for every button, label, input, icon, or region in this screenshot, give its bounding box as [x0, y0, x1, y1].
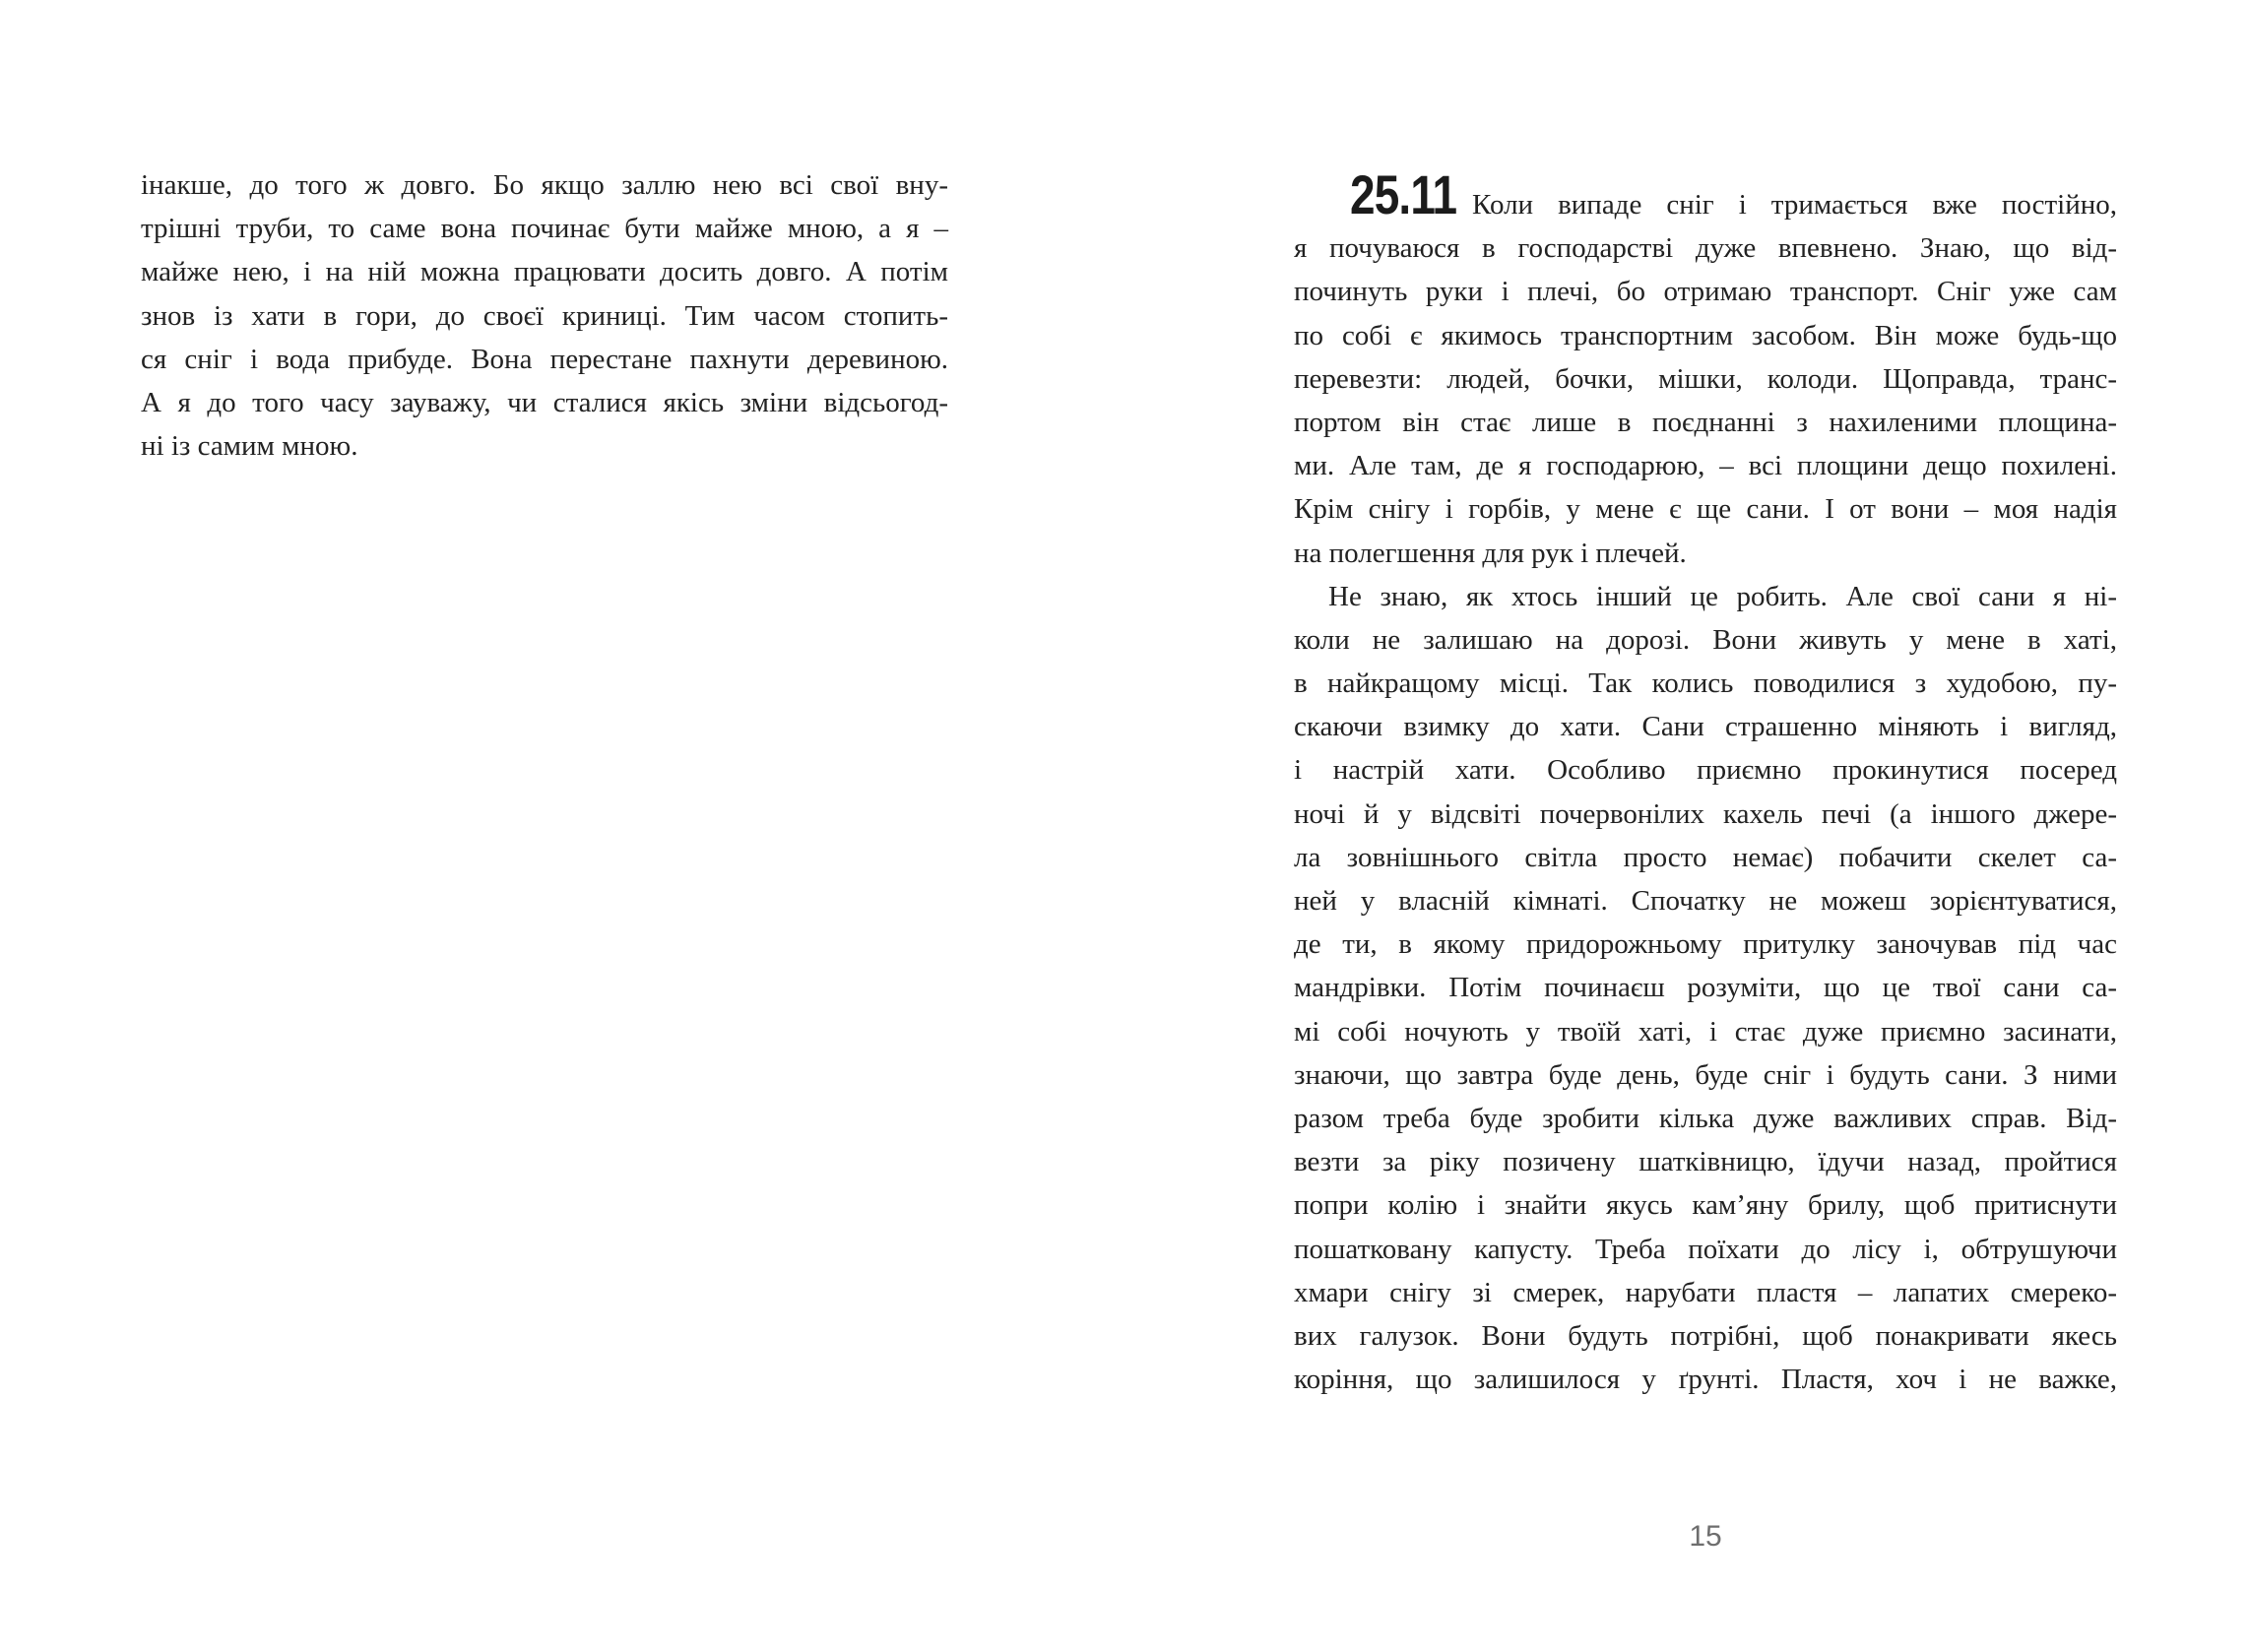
text-line: мі собі ночують у твоїй хаті, і стає дуже приємно засинати, [1294, 1015, 2117, 1048]
text-line: разом треба буде зробити кілька дуже важливих справ. Від- [1294, 1102, 2117, 1134]
text-line: пошатковану капусту. Треба поїхати до лісу і, обтрушуючи [1294, 1233, 2117, 1265]
text-line: Крім снігу і горбів, у мене є ще сани. І от вони – моя надія [1294, 493, 2117, 526]
text-line: ла зовнішнього світла просто немає) побачити скелет са- [1294, 841, 2117, 873]
text-line: Не знаю, як хтось інший це робить. Але свої сани я ні- [1328, 580, 2117, 612]
text-line: інакше, до того ж довго. Бо якщо заллю нею всі свої вну- [141, 169, 948, 201]
paragraph-1-rest [1294, 226, 2117, 575]
text-line: майже нею, і на ній можна працювати досить довго. А потім [141, 256, 948, 288]
text-line: хмари снігу зі смерек, нарубати пластя – лапатих смереко- [1294, 1276, 2117, 1308]
text-line: знаючи, що завтра буде день, буде сніг і будуть сани. З ними [1294, 1058, 2117, 1091]
text-line: портом він стає лише в поєднанні з нахиленими площина- [1294, 406, 2117, 438]
page-number: 15 [1689, 1520, 1722, 1553]
text-line: попри колію і знайти якусь кам’яну брилу, щоб притиснути [1294, 1189, 2117, 1222]
text-line: де ти, в якому придорожньому притулку заночував під час [1294, 928, 2117, 961]
first-line-text: Коли випаде сніг і тримається вже постійно, [1472, 189, 2117, 221]
text-line: вих галузок. Вони будуть потрібні, щоб понакривати якесь [1294, 1319, 2117, 1352]
text-line: коли не залишаю на дорозі. Вони живуть у мене в хаті, [1294, 623, 2117, 656]
text-line: по собі є якимось транспортним засобом. Він може будь-що [1294, 319, 2117, 351]
text-line: на полегшення для рук і плечей. [1294, 537, 1687, 569]
left-page-paragraph [141, 163, 948, 468]
left-page-text-column [141, 163, 948, 468]
paragraph-first-line: 25.11 Коли випаде сніг і тримається вже постійно, [1350, 163, 2117, 225]
text-line: перевезти: людей, бочки, мішки, колоди. Щоправда, транс- [1294, 362, 2117, 395]
text-line: ми. Але там, де я господарюю, – всі площини дещо похилені. [1294, 450, 2117, 482]
text-line: ні із самим мною. [141, 430, 358, 463]
text-line: знов із хати в гори, до своєї криниці. Тим часом стопить- [141, 299, 948, 332]
right-page-text-column [1294, 163, 2117, 1401]
diary-entry-paragraph-2 [1294, 575, 2117, 1402]
text-line: скаючи взимку до хати. Сани страшенно міняють і вигляд, [1294, 711, 2117, 743]
text-line: трішні труби, то саме вона починає бути майже мною, а я – [141, 213, 948, 245]
text-line: і настрій хати. Особливо приємно прокинутися посеред [1294, 754, 2117, 787]
text-line: в найкращому місці. Так колись поводилися з худобою, пу- [1294, 667, 2117, 700]
text-line: я почуваюся в господарстві дуже впевнено. Знаю, що від- [1294, 232, 2117, 265]
text-line: ночі й у відсвіті почервонілих кахель печі (а іншого джере- [1294, 797, 2117, 830]
text-line: ся сніг і вода прибуде. Вона перестане пахнути деревиною. [141, 343, 948, 375]
text-line: ней у власній кімнаті. Спочатку не можеш зорієнтуватися, [1294, 885, 2117, 917]
text-line: починуть руки і плечі, бо отримаю транспорт. Сніг уже сам [1294, 276, 2117, 308]
text-line: мандрівки. Потім починаєш розуміти, що це твої сани са- [1294, 972, 2117, 1004]
text-line: везти за ріку позичену шатківницю, їдучи назад, пройтися [1294, 1146, 2117, 1178]
diary-entry-paragraph-1 [1294, 163, 2117, 575]
text-line: А я до того часу зауважу, чи сталися якісь зміни відсьогод- [141, 386, 948, 418]
text-line: коріння, що залишилося у ґрунті. Пластя, хоч і не важке, [1294, 1364, 2117, 1396]
